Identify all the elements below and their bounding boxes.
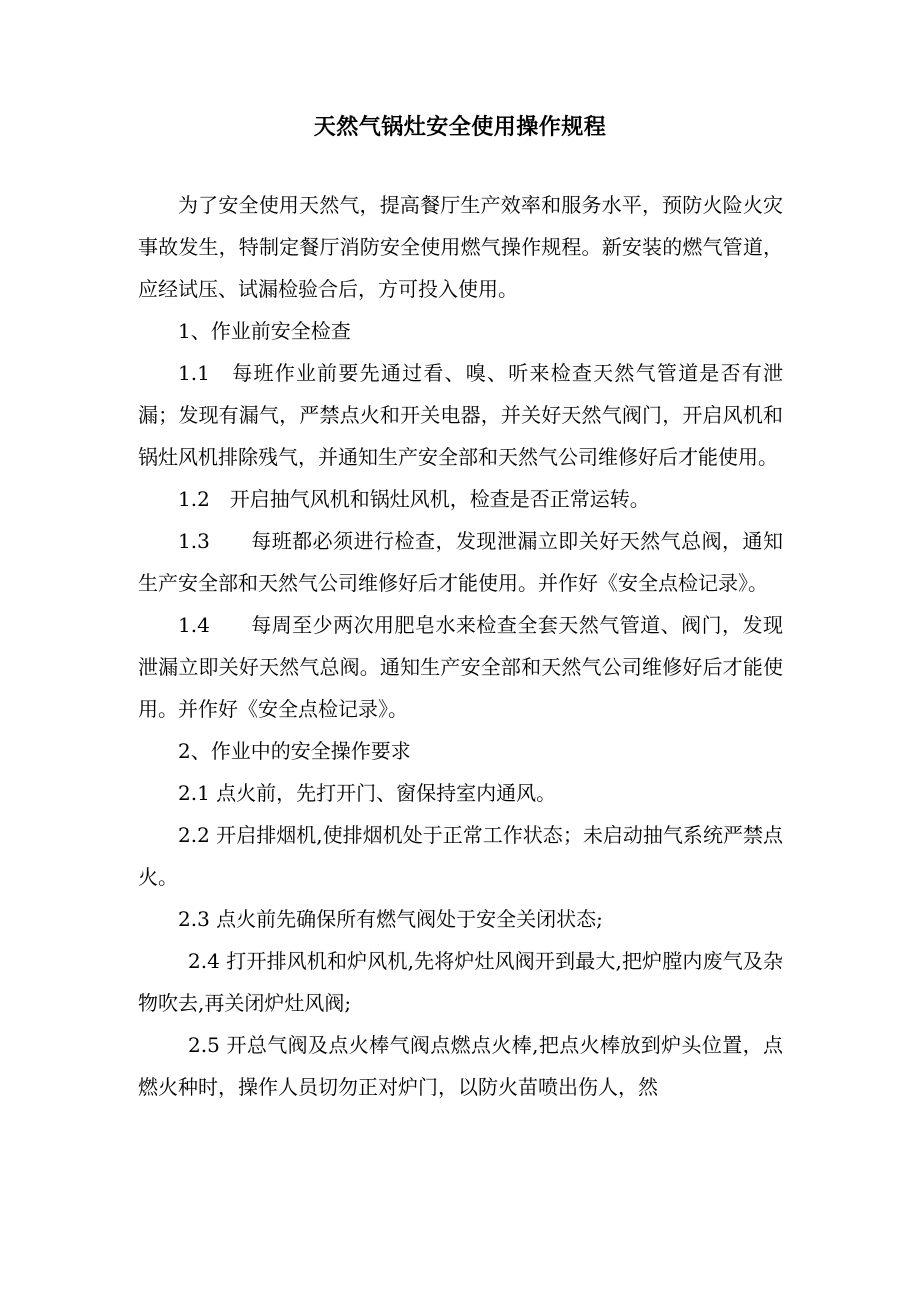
intro-paragraph: 为了安全使用天然气，提高餐厅生产效率和服务水平，预防火险火灾事故发生，特制定餐厅消防安全使用燃气操作规程。新安装的燃气管道，应经试压、试漏检验合后，方可投入使用。: [138, 193, 783, 301]
clause-1-4: 1.4 每周至少两次用肥皂水来检查全套天然气管道、阀门，发现泄漏立即关好天然气总阀。通知生产安全部和天然气公司维修好后才能使用。并作好《安全点检记录》。: [138, 613, 783, 721]
document-body: [138, 184, 783, 1108]
page-title: 天然气锅灶安全使用操作规程: [313, 114, 607, 140]
clause-1-2: 1.2 开启抽气风机和锅灶风机，检查是否正常运转。: [178, 487, 650, 511]
clause-2-5: 2.5 开总气阀及点火棒气阀点燃点火棒,把点火棒放到炉头位置，点燃火种时，操作人员切勿正对炉门，以防火苗喷出伤人，然: [138, 1033, 783, 1099]
section-heading-2: 2、作业中的安全操作要求: [178, 739, 411, 763]
clause-1-3: 1.3 每班都必须进行检查，发现泄漏立即关好天然气总阀，通知生产安全部和天然气公司维修好后才能使用。并作好《安全点检记录》。: [138, 529, 783, 595]
clause-2-1: 2.1 点火前，先打开门、窗保持室内通风。: [178, 781, 557, 805]
clause-1-1: 1.1 每班作业前要先通过看、嗅、听来检查天然气管道是否有泄漏；发现有漏气，严禁点火和开关电器，并关好天然气阀门，开启风机和锅灶风机排除残气，并通知生产安全部和天然气公司维修好后才能使用。: [138, 361, 783, 469]
clause-2-4: 2.4 打开排风机和炉风机,先将炉灶风阀开到最大,把炉膛内废气及杂物吹去,再关闭炉灶风阀;: [138, 949, 783, 1015]
clause-2-2: 2.2 开启排烟机,使排烟机处于正常工作状态；未启动抽气系统严禁点火。: [138, 823, 783, 889]
section-heading-1: 1、作业前安全检查: [178, 319, 351, 343]
clause-2-3: 2.3 点火前先确保所有燃气阀处于安全关闭状态;: [178, 907, 603, 931]
